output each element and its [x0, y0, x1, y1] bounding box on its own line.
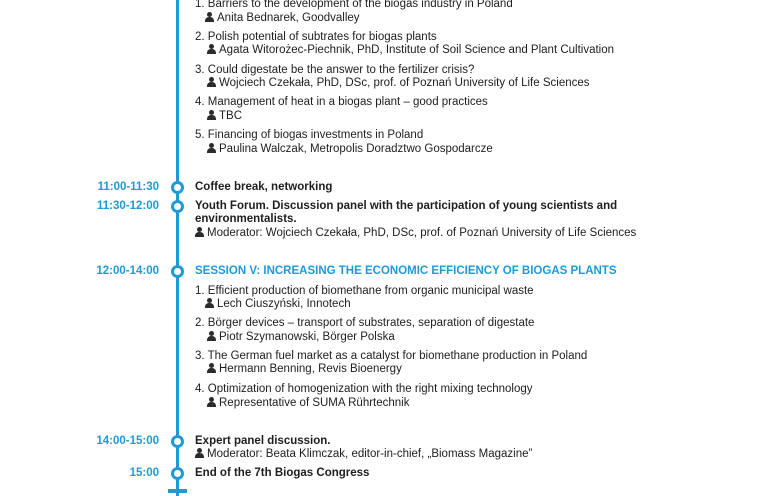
session4-item-1-title: 1. Barriers to the development of the biogas industry in Poland	[195, 0, 513, 10]
speaker-name: Paulina Walczak, Metropolis Doradztwo Gospodarcze	[219, 143, 493, 155]
session4-item-1-speaker	[205, 12, 360, 26]
session5-item-2-speaker	[207, 331, 395, 345]
coffee-title: Coffee break, networking	[195, 181, 333, 193]
youth-time: 11:30-12:00	[96, 200, 159, 212]
person-icon	[205, 298, 214, 308]
person-icon	[195, 227, 204, 237]
person-icon	[207, 363, 216, 373]
person-icon	[195, 448, 204, 458]
session5-item-3-title: 3. The German fuel market as a catalyst for biomethane production in Poland	[195, 350, 588, 362]
coffee-time: 11:00-11:30	[97, 181, 159, 193]
timeline-dot	[171, 265, 184, 278]
person-icon	[207, 331, 216, 341]
timeline-dot	[171, 181, 184, 194]
youth-moderator	[195, 227, 636, 241]
session4-item-5-title: 5. Financing of biogas investments in Poland	[195, 129, 424, 141]
session4-item-2-speaker	[207, 44, 614, 58]
timeline-line	[176, 0, 179, 496]
session4-item-5-speaker	[207, 143, 493, 157]
moderator-text: Moderator: Wojciech Czekała, PhD, DSc, prof. of Poznań University of Life Sciences	[207, 227, 637, 239]
timeline-end-cap	[168, 489, 187, 493]
timeline-dot	[171, 200, 184, 213]
speaker-name: Piotr Szymanowski, Börger Polska	[219, 331, 395, 343]
person-icon	[205, 12, 214, 22]
session5-item-2-title: 2. Börger devices – transport of substrates, separation of digestate	[195, 317, 535, 329]
end-time: 15:00	[129, 467, 159, 479]
person-icon	[207, 143, 216, 153]
session5-item-4-title: 4. Optimization of homogenization with the right mixing technology	[195, 383, 533, 395]
person-icon	[207, 397, 216, 407]
end-title: End of the 7th Biogas Congress	[195, 467, 370, 479]
speaker-name: Agata Witorożec-Piechnik, PhD, Institute of Soil Science and Plant Cultivation	[219, 44, 615, 56]
session4-item-4-speaker	[207, 110, 242, 124]
expert-time: 14:00-15:00	[96, 435, 159, 447]
expert-moderator	[195, 448, 532, 462]
session4-item-3-title: 3. Could digestate be the answer to the fertilizer crisis?	[195, 64, 475, 76]
session5-item-4-speaker	[207, 397, 409, 411]
session5-item-3-speaker	[207, 363, 402, 377]
session4-item-2-title: 2. Polish potential of subtrates for biogas plants	[195, 31, 437, 43]
speaker-name: Hermann Benning, Revis Bioenergy	[219, 363, 402, 375]
session5-time: 12:00-14:00	[96, 265, 159, 277]
timeline-dot	[171, 435, 184, 448]
session4-item-4-title: 4. Management of heat in a biogas plant – good practices	[195, 96, 488, 108]
moderator-text: Moderator: Beata Klimczak, editor-in-chief, „Biomass Magazine”	[207, 448, 533, 460]
person-icon	[207, 110, 216, 120]
session5-item-1-speaker	[205, 298, 351, 312]
youth-title-line1: Youth Forum. Discussion panel with the participation of young scientists and	[195, 200, 618, 212]
session4-item-3-speaker	[207, 77, 590, 91]
speaker-name: Anita Bednarek, Goodvalley	[217, 12, 360, 24]
speaker-name: TBC	[219, 110, 242, 122]
youth-title-line2: environmentalists.	[195, 213, 297, 225]
timeline-dot	[171, 467, 184, 480]
person-icon	[207, 44, 216, 54]
speaker-name: Lech Ciuszyński, Innotech	[217, 298, 351, 310]
speaker-name: Wojciech Czekała, PhD, DSc, prof. of Poznań University of Life Sciences	[219, 77, 590, 89]
session5-title: SESSION V: INCREASING THE ECONOMIC EFFICIENCY OF BIOGAS PLANTS	[195, 265, 617, 277]
person-icon	[207, 77, 216, 87]
expert-title: Expert panel discussion.	[195, 435, 331, 447]
session5-item-1-title: 1. Efficient production of biomethane from organic municipal waste	[195, 285, 534, 297]
speaker-name: Representative of SUMA Rührtechnik	[219, 397, 410, 409]
